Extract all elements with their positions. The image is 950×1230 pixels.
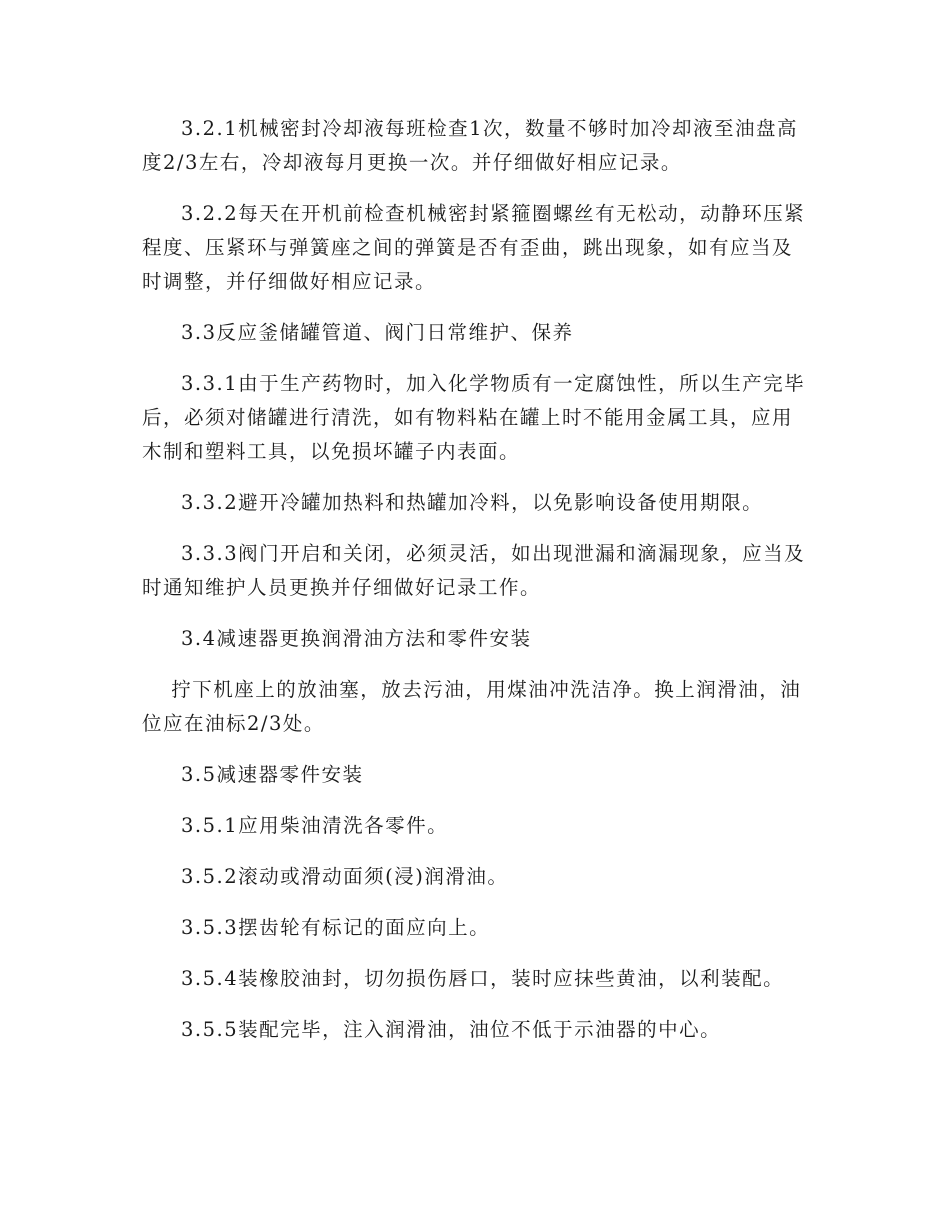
paragraph-3-3-3: 3.3.3阀门开启和关闭，必须灵活，如出现泄漏和滴漏现象，应当及时通知维护人员更换并仔细做好记录工作。 bbox=[142, 542, 806, 599]
heading-3-3: 3.3反应釜储罐管道、阀门日常维护、保养 bbox=[181, 321, 574, 344]
paragraph-3-3-1: 3.3.1由于生产药物时，加入化学物质有一定腐蚀性，所以生产完毕后，必须对储罐进行清洗，如有物料粘在罐上时不能用金属工具，应用木制和塑料工具，以免损坏罐子内表面。 bbox=[142, 372, 806, 463]
paragraph-3-3-2: 3.3.2避开冷罐加热料和热罐加冷料，以免影响设备使用期限。 bbox=[181, 491, 764, 514]
paragraph-3-5-2: 3.5.2滚动或滑动面须(浸)润滑油。 bbox=[181, 865, 509, 888]
paragraph-3-5-4: 3.5.4装橡胶油封，切勿损伤唇口，装时应抹些黄油，以利装配。 bbox=[181, 967, 785, 990]
paragraph-3-4-body: 拧下机座上的放油塞，放去污油，用煤油冲洗洁净。换上润滑油，油位应在油标2/3处。 bbox=[142, 678, 802, 735]
heading-3-4: 3.4减速器更换润滑油方法和零件安装 bbox=[181, 627, 532, 650]
paragraph-3-5-1: 3.5.1应用柴油清洗各零件。 bbox=[181, 814, 449, 837]
heading-3-5: 3.5减速器零件安装 bbox=[181, 763, 364, 786]
document-page bbox=[142, 112, 812, 1047]
paragraph-3-5-3: 3.5.3摆齿轮有标记的面应向上。 bbox=[181, 916, 491, 939]
paragraph-3-2-1: 3.2.1机械密封冷却液每班检查1次，数量不够时加冷却液至油盘高度2/3左右，冷却液每月更换一次。并仔细做好相应记录。 bbox=[142, 117, 799, 174]
paragraph-3-5-5: 3.5.5装配完毕，注入润滑油，油位不低于示油器的中心。 bbox=[181, 1018, 722, 1041]
paragraph-3-2-2: 3.2.2每天在开机前检查机械密封紧箍圈螺丝有无松动，动静环压紧程度、压紧环与弹簧座之间的弹簧是否有歪曲，跳出现象，如有应当及时调整，并仔细做好相应记录。 bbox=[142, 202, 806, 293]
